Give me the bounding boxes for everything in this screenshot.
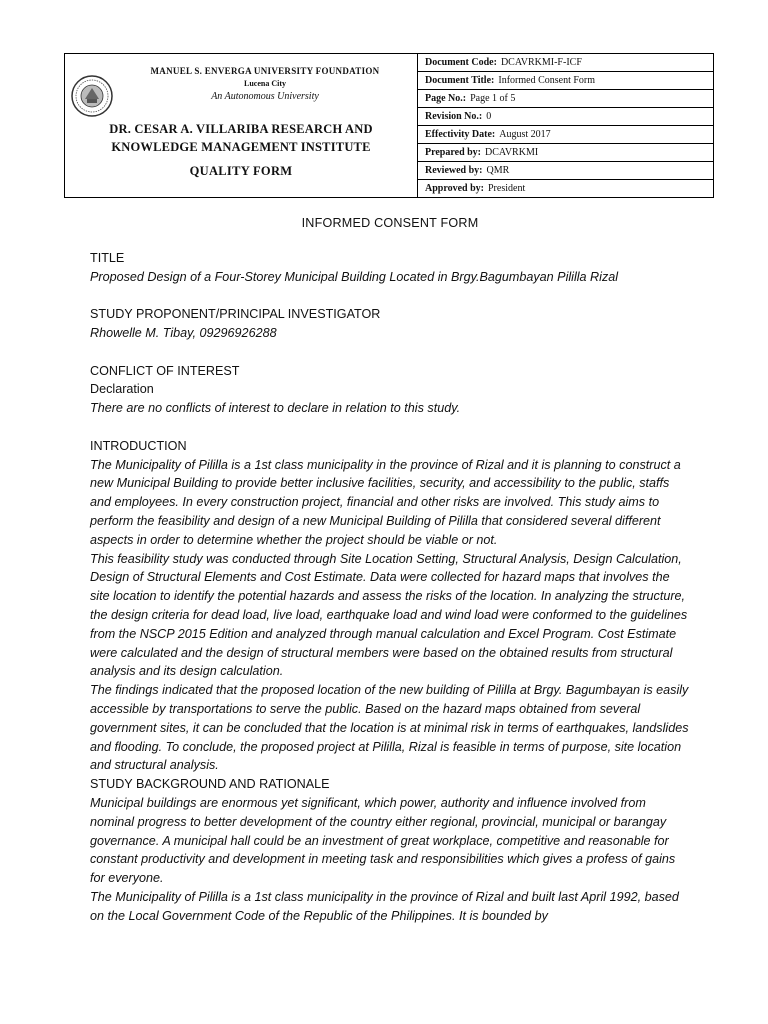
document-meta-table <box>418 54 713 197</box>
meta-row-page-no <box>418 90 713 108</box>
meta-label: Page No.: <box>425 93 467 104</box>
section-heading-proponent: STUDY PROPONENT/PRINCIPAL INVESTIGATOR <box>90 307 381 322</box>
meta-label: Effectivity Date: <box>425 129 496 140</box>
meta-value: August 2017 <box>499 129 551 140</box>
form-type: QUALITY FORM <box>189 164 293 178</box>
university-name: MANUEL S. ENVERGA UNIVERSITY FOUNDATION <box>150 66 380 76</box>
introduction-paragraph-2: This feasibility study was conducted through Site Location Setting, Structural Analysis, Design Calculation, Design of Structural Elements and Cost Estimate. Data were collected for hazard maps that involves the site location to identify the potential hazards and assess the risks of the location. In analyzing the structure, the design criteria for dead load, live load, earthquake load and wind load were conformed to the guidelines from the NSCP 2015 Edition and analyzed through manual calculation and Excel Program. Cost Estimate were calculated and the design of structural members were based on the obtained results from structural analysis and its design calculation. <box>90 551 688 679</box>
university-seal-icon <box>70 74 114 118</box>
study-title: Proposed Design of a Four-Storey Municipal Building Located in Brgy.Bagumbayan Pililla Rizal <box>90 269 619 284</box>
meta-value: President <box>488 183 526 194</box>
introduction-paragraph-1: The Municipality of Pililla is a 1st class municipality in the province of Rizal and it is planning to construct a new Municipal Building to provide better inclusive facilities, security, and accessibility to the public, staffs and employees. In every construction project, financial and other risks are involved. This study aims to perform the feasibility and design of a new Municipal Building of Pililla that considered several different aspects in order to determine whether the project should be viable or not. <box>90 457 681 547</box>
institute-name <box>75 120 407 156</box>
meta-row-effectivity-date <box>418 126 713 144</box>
background-paragraph-2: The Municipality of Pililla is a 1st class municipality in the province of Rizal and built last April 1992, based on the Local Government Code of the Republic of the Philippines. It is bounded by <box>90 889 679 923</box>
institute-line-2: KNOWLEDGE MANAGEMENT INSTITUTE <box>111 140 371 154</box>
meta-row-document-code <box>418 54 713 72</box>
meta-label: Prepared by: <box>425 147 482 158</box>
section-heading-title: TITLE <box>90 250 125 265</box>
document-header <box>64 53 714 198</box>
meta-value: Informed Consent Form <box>498 75 596 86</box>
meta-value: Page 1 of 5 <box>470 93 516 104</box>
meta-label: Document Title: <box>425 75 495 86</box>
introduction-paragraph-3: The findings indicated that the proposed location of the new building of Pililla at Brgy. Bagumbayan is easily accessible by transportations to serve the public. Based on the hazard maps obtained from several government sites, it can be concluded that the location is at minimal risk in terms of earthquakes, landslides and flooding. To conclude, the proposed project at Pililla, Rizal is feasible in terms of purpose, site location and structural analysis. <box>90 683 689 773</box>
proponent-info: Rhowelle M. Tibay, 09296926288 <box>90 325 277 340</box>
meta-label: Document Code: <box>425 57 497 68</box>
university-tagline: An Autonomous University <box>211 91 319 102</box>
meta-row-revision-no <box>418 108 713 126</box>
meta-value: DCAVRKMI <box>485 147 539 158</box>
meta-label: Approved by: <box>425 183 484 194</box>
meta-row-document-title <box>418 72 713 90</box>
background-paragraph-1: Municipal buildings are enormous yet significant, which power, authority and influence involved from nominal progress to better development of the country either regional, provincial, municipal or barangay governance. A municipal hall could be an investment of great workplace, competitive and reasonable for constant productivity and development in meeting task and responsibilities which gives a profess of gains for everyone. <box>90 795 676 886</box>
meta-label: Reviewed by: <box>425 165 483 176</box>
section-heading-conflict: CONFLICT OF INTEREST <box>90 363 240 378</box>
form-title: INFORMED CONSENT FORM <box>301 216 479 230</box>
meta-row-approved-by <box>418 180 713 197</box>
meta-row-prepared-by <box>418 144 713 162</box>
conflict-subheading: Declaration <box>90 382 154 397</box>
university-city: Lucena City <box>244 79 286 88</box>
institute-line-1: DR. CESAR A. VILLARIBA RESEARCH AND <box>109 122 373 136</box>
conflict-statement: There are no conflicts of interest to declare in relation to this study. <box>90 401 461 416</box>
meta-value: 0 <box>486 111 492 122</box>
institution-block <box>65 54 418 197</box>
section-heading-background: STUDY BACKGROUND AND RATIONALE <box>90 777 330 792</box>
meta-value: DCAVRKMI-F-ICF <box>500 57 582 68</box>
document-body <box>90 214 690 925</box>
meta-label: Revision No.: <box>425 111 483 122</box>
meta-row-reviewed-by <box>418 162 713 180</box>
meta-value: QMR <box>486 165 510 176</box>
section-heading-introduction: INTRODUCTION <box>90 438 187 453</box>
